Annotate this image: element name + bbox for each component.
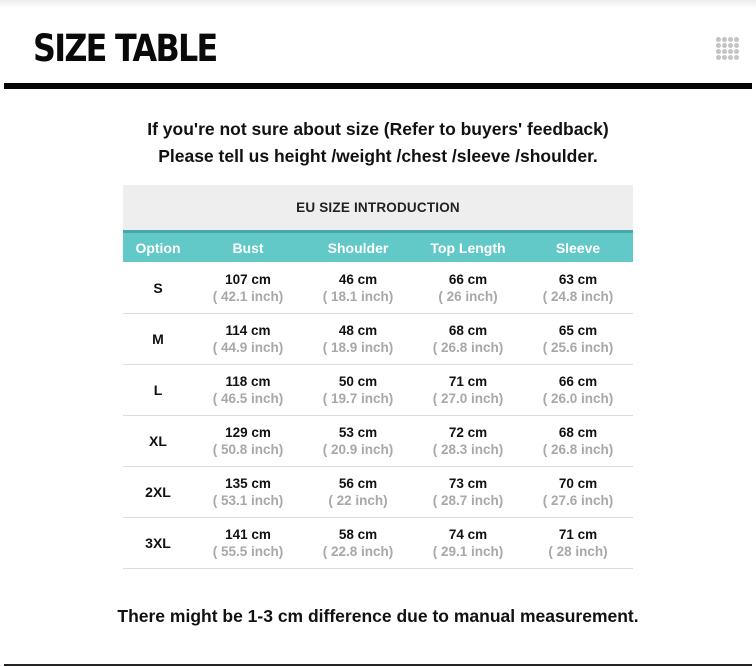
value-cm: 118 cm xyxy=(225,374,271,389)
measurement-cell xyxy=(193,475,303,509)
value-inch: ( 27.0 inch) xyxy=(432,391,504,406)
table-row xyxy=(123,314,633,365)
value-cm: 65 cm xyxy=(558,323,598,338)
value-cm: 50 cm xyxy=(338,374,378,389)
page-title: SIZE TABLE xyxy=(33,27,217,70)
table-row xyxy=(123,262,633,314)
table-caption: EU SIZE INTRODUCTION xyxy=(123,185,633,230)
table-row xyxy=(123,518,633,569)
value-inch: ( 18.1 inch) xyxy=(322,288,394,304)
measurement-cell xyxy=(523,322,633,356)
measurement-cell xyxy=(523,526,633,560)
value-cm: 74 cm xyxy=(448,527,488,542)
value-inch: ( 46.5 inch) xyxy=(212,391,284,406)
value-cm: 71 cm xyxy=(558,527,598,542)
measurement-cell xyxy=(523,424,633,458)
size-option: 2XL xyxy=(145,484,171,500)
title-divider xyxy=(4,83,752,89)
measurement-cell xyxy=(193,322,303,356)
value-inch: ( 22 inch) xyxy=(328,493,388,508)
column-header-option: Option xyxy=(135,239,181,256)
value-inch: ( 50.8 inch) xyxy=(212,442,284,457)
value-cm: 114 cm xyxy=(225,323,271,338)
measurement-cell xyxy=(523,271,633,305)
value-cm: 107 cm xyxy=(225,271,271,287)
value-cm: 72 cm xyxy=(448,425,488,440)
value-cm: 66 cm xyxy=(558,374,598,389)
measurement-cell xyxy=(193,271,303,305)
measurement-cell xyxy=(413,475,523,509)
size-table xyxy=(123,185,633,569)
measurement-cell xyxy=(193,424,303,458)
column-header-top-length: Top Length xyxy=(430,239,506,256)
value-inch: ( 22.8 inch) xyxy=(322,544,394,559)
value-inch: ( 28.7 inch) xyxy=(432,493,504,508)
intro-text xyxy=(0,116,756,170)
value-cm: 73 cm xyxy=(448,476,488,491)
grid-dots-icon xyxy=(716,37,740,61)
column-header-bust: Bust xyxy=(232,239,264,256)
value-inch: ( 24.8 inch) xyxy=(542,288,614,304)
table-row xyxy=(123,467,633,518)
measurement-cell xyxy=(523,373,633,407)
value-cm: 71 cm xyxy=(448,374,488,389)
value-inch: ( 20.9 inch) xyxy=(322,442,394,457)
measurement-cell xyxy=(193,373,303,407)
value-cm: 141 cm xyxy=(225,527,271,542)
table-body xyxy=(123,262,633,569)
value-inch: ( 53.1 inch) xyxy=(212,493,284,508)
measurement-cell xyxy=(413,271,523,305)
footer-note: There might be 1-3 cm difference due to manual measurement. xyxy=(117,606,639,626)
value-cm: 66 cm xyxy=(448,271,488,287)
table-row xyxy=(123,416,633,467)
value-cm: 68 cm xyxy=(558,425,598,440)
top-shade xyxy=(0,0,756,8)
value-inch: ( 55.5 inch) xyxy=(212,544,284,559)
value-inch: ( 28.3 inch) xyxy=(432,442,504,457)
value-inch: ( 42.1 inch) xyxy=(212,288,284,304)
value-inch: ( 27.6 inch) xyxy=(542,493,614,508)
measurement-cell xyxy=(303,322,413,356)
measurement-cell xyxy=(523,475,633,509)
value-cm: 46 cm xyxy=(338,271,378,287)
measurement-cell xyxy=(413,424,523,458)
value-cm: 48 cm xyxy=(338,323,378,338)
measurement-cell xyxy=(413,373,523,407)
value-inch: ( 19.7 inch) xyxy=(322,391,394,406)
value-cm: 56 cm xyxy=(338,476,378,491)
value-cm: 135 cm xyxy=(225,476,271,491)
table-header-row xyxy=(123,230,633,262)
value-cm: 68 cm xyxy=(448,323,488,338)
value-inch: ( 18.9 inch) xyxy=(322,340,394,355)
size-option: M xyxy=(152,331,164,347)
value-inch: ( 29.1 inch) xyxy=(432,544,504,559)
column-header-sleeve: Sleeve xyxy=(555,239,601,256)
measurement-cell xyxy=(193,526,303,560)
value-inch: ( 25.6 inch) xyxy=(542,340,614,355)
value-cm: 129 cm xyxy=(225,425,271,440)
value-cm: 58 cm xyxy=(338,527,378,542)
value-cm: 63 cm xyxy=(558,271,598,287)
measurement-cell xyxy=(303,271,413,305)
intro-line-1: If you're not sure about size (Refer to buyers' feedback) xyxy=(147,119,609,139)
measurement-cell xyxy=(303,526,413,560)
intro-line-2: Please tell us height /weight /chest /sleeve /shoulder. xyxy=(158,146,598,166)
measurement-cell xyxy=(303,475,413,509)
size-option: XL xyxy=(149,433,167,449)
table-row xyxy=(123,365,633,416)
size-option: L xyxy=(153,382,163,398)
measurement-cell xyxy=(303,373,413,407)
bottom-divider xyxy=(4,664,752,666)
value-inch: ( 44.9 inch) xyxy=(212,340,284,355)
value-inch: ( 28 inch) xyxy=(548,544,608,559)
value-cm: 53 cm xyxy=(338,425,378,440)
size-option: S xyxy=(153,279,163,296)
value-inch: ( 26 inch) xyxy=(438,288,498,304)
column-header-shoulder: Shoulder xyxy=(327,239,389,256)
value-inch: ( 26.8 inch) xyxy=(432,340,504,355)
measurement-cell xyxy=(303,424,413,458)
value-inch: ( 26.8 inch) xyxy=(542,442,614,457)
measurement-cell xyxy=(413,526,523,560)
size-option: 3XL xyxy=(145,535,171,551)
value-cm: 70 cm xyxy=(558,476,598,491)
measurement-cell xyxy=(413,322,523,356)
value-inch: ( 26.0 inch) xyxy=(542,391,614,406)
